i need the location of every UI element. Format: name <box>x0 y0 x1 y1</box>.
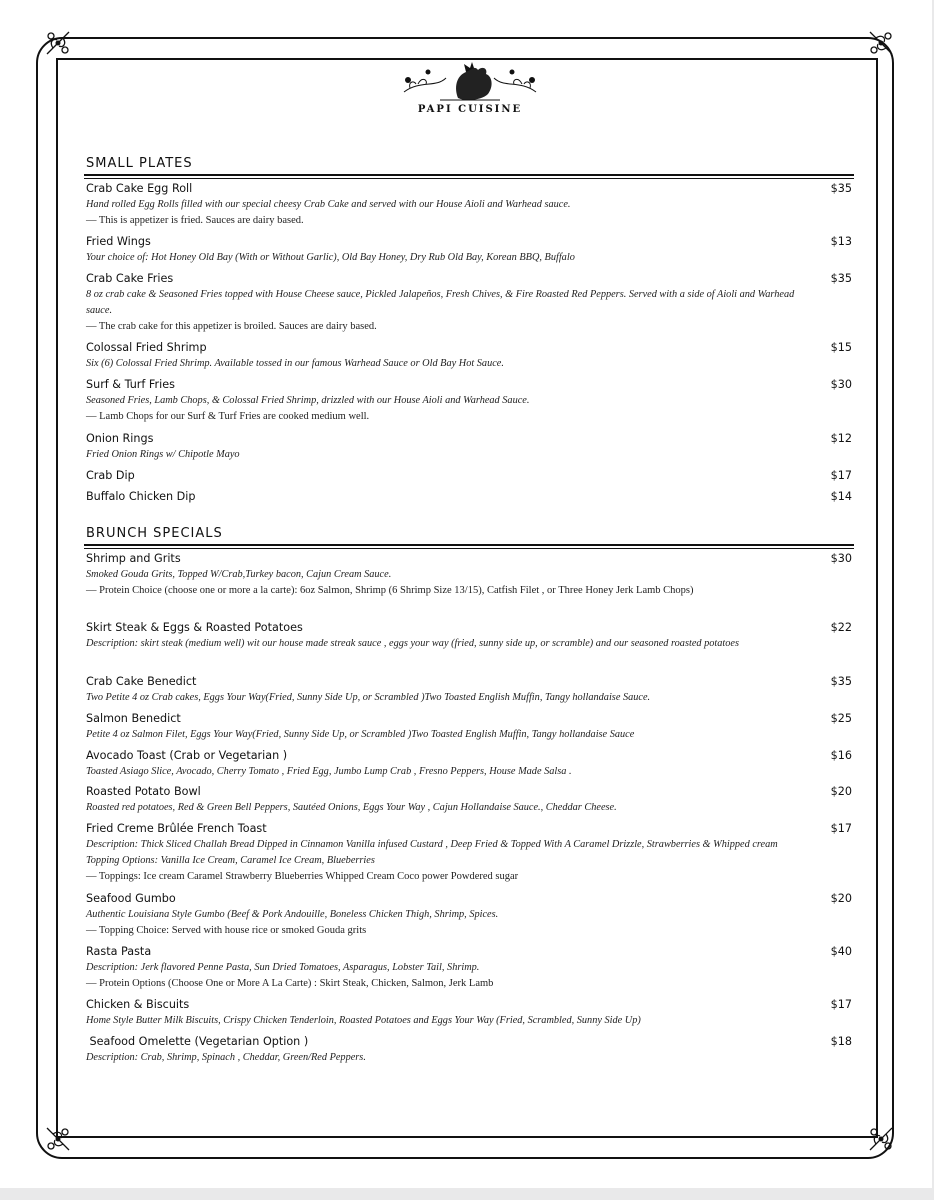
item-note: — Toppings: Ice cream Caramel Strawberry Blueberries Whipped Cream Coco power Powdered sugar <box>86 871 519 882</box>
item-price: $35 <box>830 272 852 285</box>
brand-name: PAPI CUISINE <box>417 104 523 115</box>
item-name: Crab Cake Benedict <box>86 675 197 688</box>
item-name: Crab Cake Egg Roll <box>86 182 193 195</box>
item-price: $12 <box>830 432 852 445</box>
item-name: Surf & Turf Fries <box>86 378 175 391</box>
item-name: Fried Wings <box>86 235 151 248</box>
item-price: $14 <box>830 490 852 503</box>
corner-ornament-icon <box>866 28 896 58</box>
corner-ornament-icon <box>43 1124 73 1154</box>
item-description: Description: Jerk flavored Penne Pasta, Sun Dried Tomatoes, Asparagus, Lobster Tail, Shrimp. <box>86 962 480 973</box>
item-name: Roasted Potato Bowl <box>86 785 201 798</box>
item-name: Shrimp and Grits <box>86 552 181 565</box>
menu-item <box>86 551 854 599</box>
item-name: Crab Cake Fries <box>86 272 174 285</box>
item-name: Colossal Fried Shrimp <box>86 341 207 354</box>
item-price: $20 <box>830 785 852 798</box>
item-description: Authentic Louisiana Style Gumbo (Beef & Pork Andouille, Boneless Chicken Thigh, Shrimp, Spices. <box>86 909 499 920</box>
section-title-brunch-specials: BRUNCH SPECIALS <box>86 526 223 541</box>
item-description: Home Style Butter Milk Biscuits, Crispy Chicken Tenderloin, Roasted Potatoes and Eggs Your Way (Fried, Scrambled, Sunny Side Up) <box>86 1015 641 1026</box>
item-name: Onion Rings <box>86 432 154 445</box>
menu-item <box>86 711 854 743</box>
item-description: Seasoned Fries, Lamb Chops, & Colossal Fried Shrimp, drizzled with our House Aioli and Warhead Sauce. <box>86 395 530 406</box>
item-description: Fried Onion Rings w/ Chipotle Mayo <box>86 449 240 460</box>
menu-item <box>86 674 854 706</box>
menu-item <box>86 234 854 266</box>
item-price: $25 <box>830 712 852 725</box>
menu-item <box>86 468 854 484</box>
menu-item <box>86 377 854 425</box>
menu-item <box>86 944 854 992</box>
item-description: Two Petite 4 oz Crab cakes, Eggs Your Way(Fried, Sunny Side Up, or Scrambled )Two Toasted English Muffin, Tangy hollandaise Sauce. <box>86 692 651 703</box>
corner-ornament-icon <box>43 28 73 58</box>
menu-item <box>86 748 854 780</box>
item-price: $16 <box>830 749 852 762</box>
item-description: 8 oz crab cake & Seasoned Fries topped with House Cheese sauce, Pickled Jalapeños, Fresh Chives, & Fire Roasted Red Peppers. Served with a side of Aioli and Warhead sauce. <box>86 289 795 316</box>
item-note: — Lamb Chops for our Surf & Turf Fries are cooked medium well. <box>86 411 370 422</box>
item-price: $17 <box>830 822 852 835</box>
section-divider <box>84 544 854 546</box>
item-name: Seafood Omelette (Vegetarian Option ) <box>86 1035 309 1048</box>
menu-item <box>86 181 854 229</box>
item-description: Six (6) Colossal Fried Shrimp. Available tossed in our famous Warhead Sauce or Old Bay Hot Sauce. <box>86 358 504 369</box>
item-name: Skirt Steak & Eggs & Roasted Potatoes <box>86 621 303 634</box>
item-price: $35 <box>830 675 852 688</box>
section-divider <box>84 178 854 179</box>
menu-item <box>86 784 854 816</box>
section-divider <box>84 174 854 176</box>
menu-item <box>86 997 854 1029</box>
item-note: — The crab cake for this appetizer is broiled. Sauces are dairy based. <box>86 321 377 332</box>
item-note: — Topping Choice: Served with house rice or smoked Gouda grits <box>86 925 367 936</box>
menu-item <box>86 271 854 335</box>
menu-item <box>86 891 854 939</box>
item-price: $30 <box>830 552 852 565</box>
menu-item <box>86 340 854 372</box>
section-title-small-plates: SMALL PLATES <box>86 156 193 171</box>
item-name: Salmon Benedict <box>86 712 181 725</box>
item-price: $18 <box>830 1035 852 1048</box>
item-note: — Protein Choice (choose one or more a la carte): 6oz Salmon, Shrimp (6 Shrimp Size 13/15), Catfish Filet , or Three Honey Jerk Lamb Chops) <box>86 585 694 596</box>
item-name: Crab Dip <box>86 469 135 482</box>
item-price: $17 <box>830 998 852 1011</box>
item-name: Rasta Pasta <box>86 945 152 958</box>
item-name: Fried Creme Brûlée French Toast <box>86 822 267 835</box>
item-name: Chicken & Biscuits <box>86 998 190 1011</box>
item-description: Description: skirt steak (medium well) wit our house made streak sauce , eggs your way (fried, sunny side up, or scramble) and our seasoned roasted potatoes <box>86 638 740 649</box>
item-description: Petite 4 oz Salmon Filet, Eggs Your Way(Fried, Sunny Side Up, or Scrambled )Two Toasted English Muffin, Tangy hollandaise Sauce <box>86 729 635 740</box>
item-description: Smoked Gouda Grits, Topped W/Crab,Turkey bacon, Cajun Cream Sauce. <box>86 569 392 580</box>
item-name: Seafood Gumbo <box>86 892 176 905</box>
item-price: $13 <box>830 235 852 248</box>
corner-ornament-icon <box>866 1124 896 1154</box>
menu-item <box>86 489 854 505</box>
item-description: Your choice of: Hot Honey Old Bay (With or Without Garlic), Old Bay Honey, Dry Rub Old Bay, Korean BBQ, Buffalo <box>86 252 575 263</box>
item-name: Avocado Toast (Crab or Vegetarian ) <box>86 749 288 762</box>
item-note: — This is appetizer is fried. Sauces are dairy based. <box>86 215 304 226</box>
menu-item <box>86 1034 854 1066</box>
item-description: Toasted Asiago Slice, Avocado, Cherry Tomato , Fried Egg, Jumbo Lump Crab , Fresno Peppers, House Made Salsa . <box>86 766 572 777</box>
item-name: Buffalo Chicken Dip <box>86 490 196 503</box>
item-description: Description: Thick Sliced Challah Bread Dipped in Cinnamon Vanilla infused Custard , Deep Fried & Topped With A Caramel Drizzle, Strawberries & Whipped cream Topping Options: Vanilla Ice Cream, Caramel Ice Cream, Blueberries <box>86 839 778 866</box>
menu-item <box>86 431 854 463</box>
item-description: Roasted red potatoes, Red & Green Bell Peppers, Sautéed Onions, Eggs Your Way , Cajun Hollandaise Sauce., Cheddar Cheese. <box>86 802 617 813</box>
menu-item <box>86 620 854 652</box>
item-note: — Protein Options (Choose One or More A La Carte) : Skirt Steak, Chicken, Salmon, Jerk Lamb <box>86 978 494 989</box>
item-price: $40 <box>830 945 852 958</box>
menu-item <box>86 821 854 885</box>
item-description: Hand rolled Egg Rolls filled with our special cheesy Crab Cake and served with our House Aioli and Warhead sauce. <box>86 199 571 210</box>
section-divider <box>84 548 854 549</box>
item-price: $35 <box>830 182 852 195</box>
item-price: $15 <box>830 341 852 354</box>
item-price: $30 <box>830 378 852 391</box>
item-price: $22 <box>830 621 852 634</box>
item-description: Description: Crab, Shrimp, Spinach , Cheddar, Green/Red Peppers. <box>86 1052 366 1063</box>
item-price: $20 <box>830 892 852 905</box>
item-price: $17 <box>830 469 852 482</box>
